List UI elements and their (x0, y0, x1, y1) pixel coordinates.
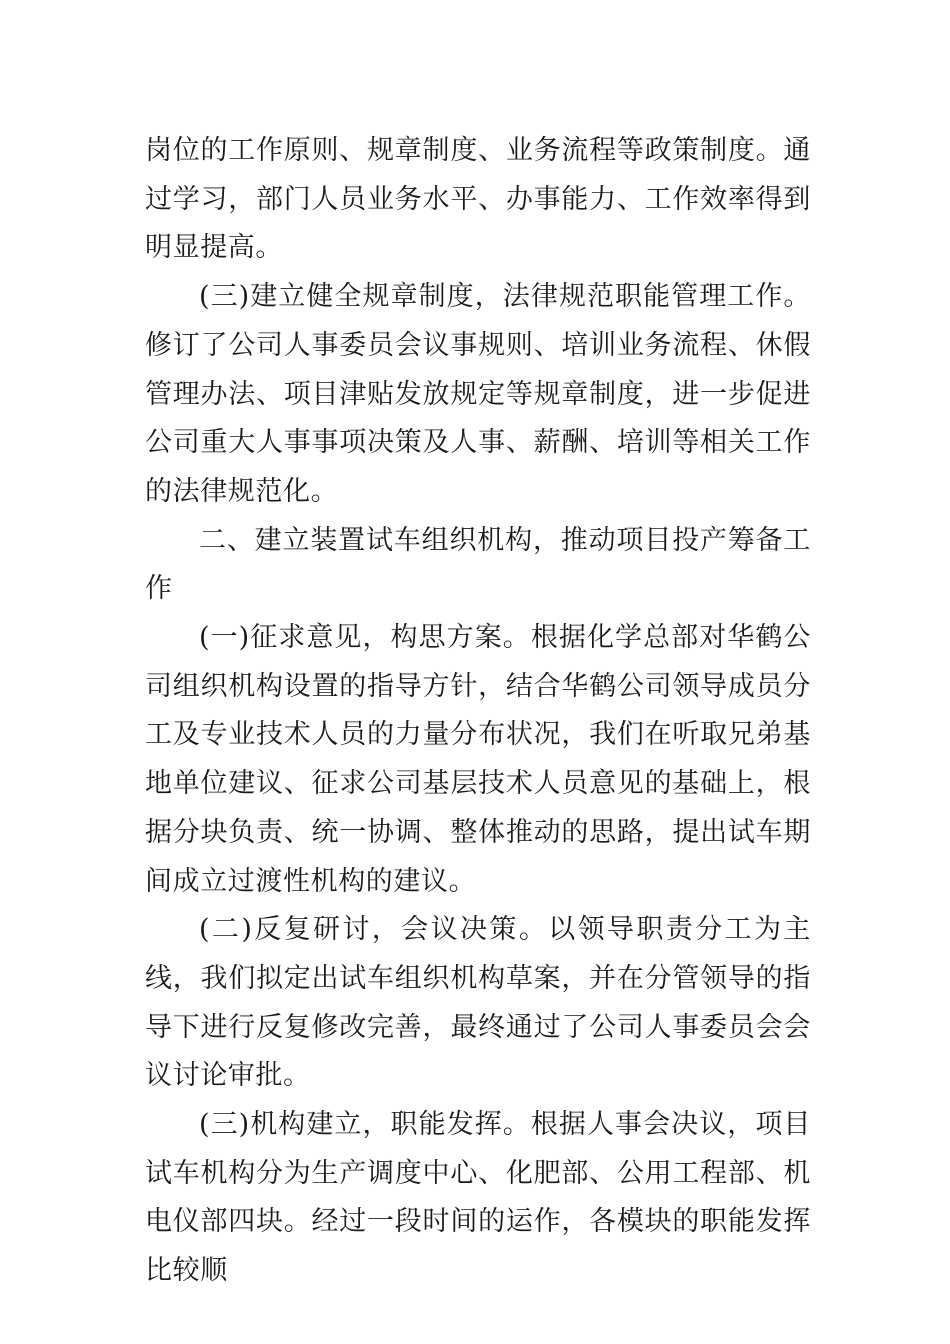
paragraph-solicit-opinions: (一)征求意见，构思方案。根据化学总部对华鹤公司组织机构设置的指导方针，结合华鹤公司领导成员分工及专业技术人员的力量分布状况，我们在听取兄弟基地单位建议、征求公司基层技术人员意见的基础上，根据分块负责、统一协调、整体推动的思路，提出试车期间成立过渡性机构的建议。 (145, 622, 811, 897)
document-body (145, 127, 811, 1296)
paragraph-continuation: 岗位的工作原则、规章制度、业务流程等政策制度。通过学习，部门人员业务水平、办事能力、工作效率得到明显提高。 (145, 135, 811, 264)
paragraph-repeated-discussion: (二)反复研讨，会议决策。以领导职责分工为主线，我们拟定出试车组织机构草案，并在分管领导的指导下进行反复修改完善，最终通过了公司人事委员会会议讨论审批。 (145, 914, 811, 1092)
section-heading-2: 二、建立装置试车组织机构，推动项目投产筹备工作 (145, 524, 811, 605)
paragraph-organization-established: (三)机构建立，职能发挥。根据人事会决议，项目试车机构分为生产调度中心、化肥部、公用工程部、机电仪部四块。经过一段时间的运作，各模块的职能发挥比较顺 (145, 1109, 811, 1287)
paragraph-rules-system: (三)建立健全规章制度，法律规范职能管理工作。修订了公司人事委员会议事规则、培训业务流程、休假管理办法、项目津贴发放规定等规章制度，进一步促进公司重大人事事项决策及人事、薪酬、培训等相关工作的法律规范化。 (145, 281, 811, 507)
